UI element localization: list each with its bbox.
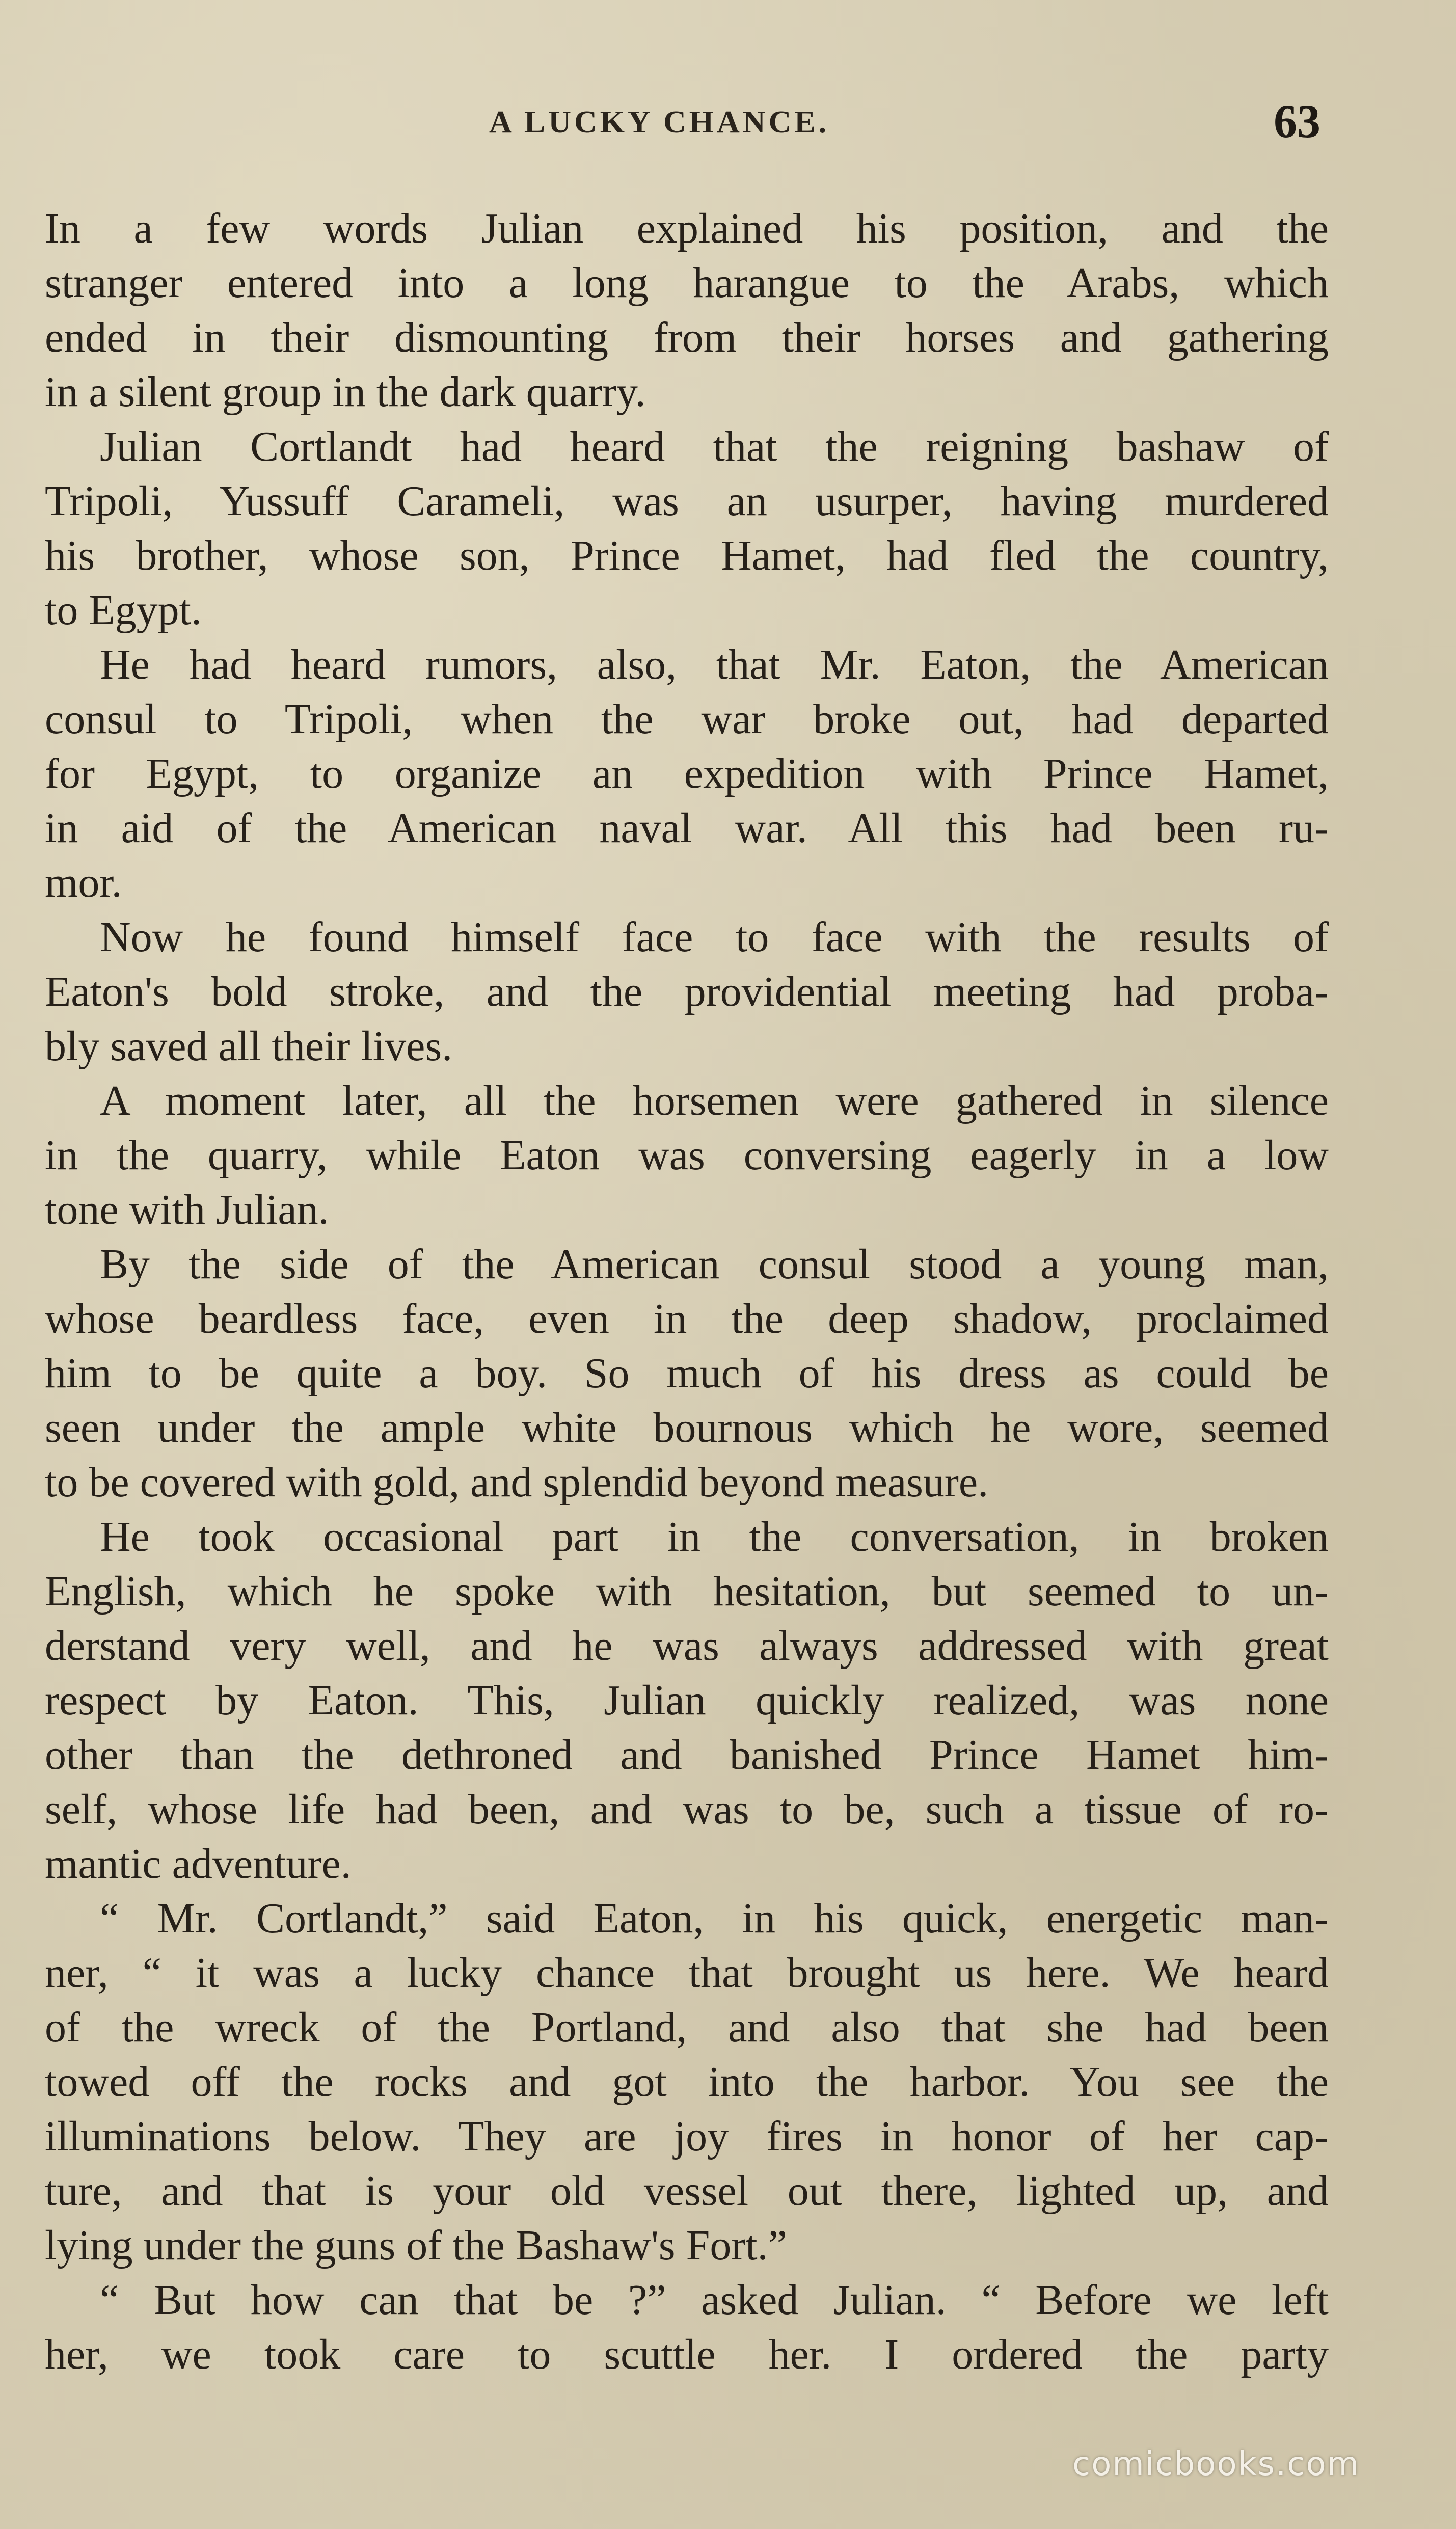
text-line: ended in their dismounting from their horses and gathering [45, 314, 1329, 361]
text-line: him to be quite a boy. So much of his dress as could be [45, 1350, 1329, 1397]
text-line: other than the dethroned and banished Prince Hamet him- [45, 1731, 1329, 1779]
site-watermark: comicbooks.com [1072, 2445, 1360, 2483]
text-line: Eaton's bold stroke, and the providential meeting had proba- [45, 968, 1329, 1015]
text-line: In a few words Julian explained his position, and the [45, 205, 1329, 252]
text-line: ner, “ it was a lucky chance that brought us here. We heard [45, 1949, 1329, 1997]
text-line: Now he found himself face to face with the results of [100, 913, 1329, 961]
text-line: seen under the ample white bournous which he wore, seemed [45, 1404, 1329, 1451]
text-line: illuminations below. They are joy fires in honor of her cap- [45, 2113, 1329, 2160]
text-line: to be covered with gold, and splendid beyond measure. [45, 1459, 989, 1506]
text-line: self, whose life had been, and was to be, such a tissue of ro- [45, 1786, 1329, 1833]
running-head: A LUCKY CHANCE. [489, 105, 830, 140]
text-line: English, which he spoke with hesitation, but seemed to un- [45, 1568, 1329, 1615]
text-line: her, we took care to scuttle her. I ordered the party [45, 2331, 1329, 2378]
body-text [45, 201, 1329, 2382]
text-line: By the side of the American consul stood a young man, [100, 1241, 1329, 1288]
text-line: mor. [45, 859, 122, 906]
text-line: Julian Cortlandt had heard that the reigning bashaw of [100, 423, 1329, 470]
text-line: A moment later, all the horsemen were gathered in silence [100, 1077, 1329, 1124]
text-line: stranger entered into a long harangue to the Arabs, which [45, 259, 1329, 307]
text-line: whose beardless face, even in the deep shadow, proclaimed [45, 1295, 1329, 1342]
text-line: respect by Eaton. This, Julian quickly realized, was none [45, 1677, 1329, 1724]
text-line: towed off the rocks and got into the harbor. You see the [45, 2058, 1329, 2106]
text-line: in the quarry, while Eaton was conversing eagerly in a low [45, 1132, 1329, 1179]
text-line: of the wreck of the Portland, and also that she had been [45, 2004, 1329, 2051]
text-line: in a silent group in the dark quarry. [45, 368, 646, 416]
text-line: ture, and that is your old vessel out there, lighted up, and [45, 2167, 1329, 2215]
text-line: for Egypt, to organize an expedition with Prince Hamet, [45, 750, 1329, 797]
text-line: Tripoli, Yussuff Carameli, was an usurper, having murdered [45, 477, 1329, 525]
text-line: He took occasional part in the conversation, in broken [100, 1513, 1329, 1561]
text-line: He had heard rumors, also, that Mr. Eaton, the American [100, 641, 1329, 688]
text-line: mantic adventure. [45, 1840, 352, 1888]
text-line: tone with Julian. [45, 1186, 329, 1233]
text-line: derstand very well, and he was always addressed with great [45, 1622, 1329, 1670]
text-line: to Egypt. [45, 586, 202, 634]
text-line: lying under the guns of the Bashaw's Fort.” [45, 2222, 787, 2269]
text-line: in aid of the American naval war. All this had been ru- [45, 804, 1329, 852]
text-line: consul to Tripoli, when the war broke out, had departed [45, 695, 1329, 743]
text-line: “ But how can that be ?” asked Julian. “ Before we left [100, 2276, 1329, 2324]
text-line: his brother, whose son, Prince Hamet, had fled the country, [45, 532, 1329, 579]
page-number: 63 [1274, 95, 1320, 147]
text-line: bly saved all their lives. [45, 1023, 453, 1070]
page-header [0, 94, 1456, 150]
text-line: “ Mr. Cortlandt,” said Eaton, in his quick, energetic man- [100, 1895, 1329, 1942]
